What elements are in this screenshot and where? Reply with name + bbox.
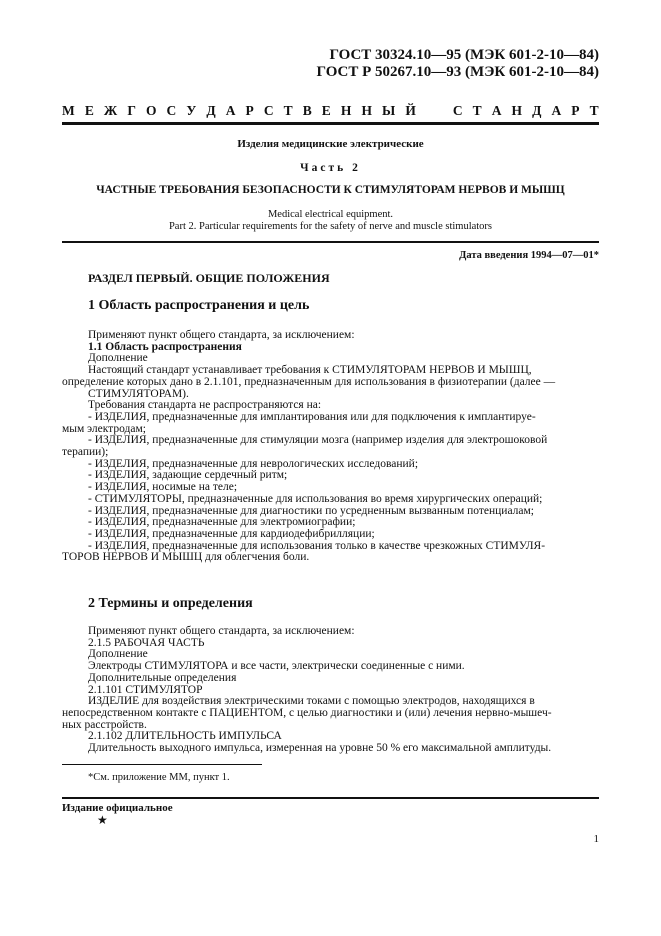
introduction-date: Дата введения 1994—07—01* [459, 250, 599, 261]
text-line: - ИЗДЕЛИЯ, предназначенные для кардиодефибрилляции; [88, 527, 375, 540]
bottom-rule [62, 797, 599, 799]
english-title-2: Part 2. Particular requirements for the safety of nerve and muscle stimulators [168, 221, 493, 232]
section-1-body [62, 329, 599, 564]
text-line: Дополнение [88, 648, 148, 661]
text-line: ных расстройств. [62, 718, 147, 731]
text-line: Дополнение [88, 352, 148, 365]
text-line: - ИЗДЕЛИЯ, носимые на теле; [88, 481, 238, 494]
banner-letter: М [62, 103, 75, 118]
section-2-heading: 2 Термины и определения [88, 596, 253, 611]
text-line: 1.1 Область распространения [88, 340, 242, 353]
text-line: - ИЗДЕЛИЯ, предназначенные для имплантирования или для подключения к имплантируе- [88, 410, 536, 423]
banner-letter: С [166, 103, 177, 118]
text-line: непосредственном контакте с ПАЦИЕНТОМ, с целью диагностики и (или) лечения нервно-мышеч- [62, 706, 552, 719]
section-1-heading: 1 Область распространения и цель [88, 298, 310, 313]
text-line: ТОРОВ НЕРВОВ И МЫШЦ для облегчения боли. [62, 551, 310, 564]
banner-letter: Н [361, 103, 372, 118]
star-icon: ★ [97, 813, 108, 827]
text-line: Электроды СТИМУЛЯТОРА и все части, электрически соединенные с ними. [88, 660, 465, 673]
title-rule [62, 241, 599, 243]
banner-letter: С [452, 103, 463, 118]
text-line: СТИМУЛЯТОРАМ). [88, 387, 189, 400]
part-label: Часть 2 [300, 162, 361, 174]
standard-code-2: ГОСТ Р 50267.10—93 (МЭК 601-2-10—84) [316, 64, 599, 80]
banner-letter: Р [245, 103, 254, 118]
text-line: определение которых дано в 2.1.101, предназначенным для использования в физиотерапии (далее — [62, 375, 556, 388]
text-line: - ИЗДЕЛИЯ, предназначенные для диагностики по усредненным вызванным потенциалам; [88, 504, 534, 517]
text-line: - ИЗДЕЛИЯ, предназначенные для электромиографии; [88, 516, 356, 529]
banner-letter: Н [511, 103, 523, 118]
text-line: - ИЗДЕЛИЯ, задающие сердечный ритм; [88, 469, 288, 482]
banner-letter: Т [283, 103, 293, 118]
footnote: *См. приложение ММ, пункт 1. [88, 772, 230, 783]
text-line: ИЗДЕЛИЕ для воздействия электрическими токами с помощью электродов, находящихся в [88, 695, 535, 708]
banner-letter: Н [340, 103, 352, 118]
standard-code-1: ГОСТ 30324.10—95 (МЭК 601-2-10—84) [329, 47, 599, 63]
interstate-standard-banner [62, 103, 599, 119]
official-edition: Издание официальное [62, 802, 173, 814]
banner-letter: А [551, 103, 562, 118]
banner-letter: Т [472, 103, 482, 118]
banner-letter [426, 103, 429, 119]
section-title: РАЗДЕЛ ПЕРВЫЙ. ОБЩИЕ ПОЛОЖЕНИЯ [88, 271, 330, 285]
text-line: Длительность выходного импульса, измеренная на уровне 50 % его максимальной амплитуды. [88, 742, 552, 755]
banner-letter: Е [321, 103, 331, 118]
text-line: Настоящий стандарт устанавливает требования к СТИМУЛЯТОРАМ НЕРВОВ И МЫШЦ, [88, 364, 532, 377]
banner-letter: А [491, 103, 502, 118]
banner-letter: Е [84, 103, 94, 118]
section-2-body [62, 625, 599, 755]
banner-letter: Й [405, 103, 416, 118]
page-number: 1 [593, 833, 599, 845]
text-line: 2.1.101 СТИМУЛЯТОР [88, 683, 203, 696]
banner-letter: Д [206, 103, 216, 118]
text-line: Требования стандарта не распространяются на: [88, 399, 322, 412]
banner-letter: А [225, 103, 236, 118]
footnote-rule [62, 764, 262, 765]
english-title-1: Medical electrical equipment. [267, 209, 394, 220]
banner-letter [439, 103, 442, 119]
banner-letter: В [302, 103, 312, 118]
text-line: - ИЗДЕЛИЯ, предназначенные для стимуляции мозга (например изделия для электрошоковой [88, 434, 548, 447]
banner-letter: У [186, 103, 197, 118]
text-line: 2.1.5 РАБОЧАЯ ЧАСТЬ [88, 636, 205, 649]
text-line: терапии); [62, 446, 109, 459]
text-line: - ИЗДЕЛИЯ, предназначенные для неврологических исследований; [88, 457, 419, 470]
text-line: мым электродам; [62, 422, 146, 435]
banner-letter: О [145, 103, 157, 118]
banner-letter: Т [589, 103, 599, 118]
banner-letter: Р [571, 103, 580, 118]
text-line: Применяют пункт общего стандарта, за исключением: [88, 329, 355, 341]
text-line: - ИЗДЕЛИЯ, предназначенные для использования только в качестве чрезкожных СТИМУЛЯ- [88, 539, 546, 552]
banner-letter: С [263, 103, 274, 118]
text-line: - СТИМУЛЯТОРЫ, предназначенные для использования во время хирургических операций; [88, 492, 543, 505]
text-line: 2.1.102 ДЛИТЕЛЬНОСТЬ ИМПУЛЬСА [88, 730, 282, 743]
banner-letter: Г [127, 103, 136, 118]
product-title: Изделия медицинские электрические [237, 138, 424, 150]
top-rule [62, 122, 599, 125]
banner-letter: Ы [382, 103, 396, 118]
banner-letter: Ж [103, 103, 118, 118]
document-heading: ЧАСТНЫЕ ТРЕБОВАНИЯ БЕЗОПАСНОСТИ К СТИМУЛЯТОРАМ НЕРВОВ И МЫШЦ [96, 184, 565, 196]
text-line: Дополнительные определения [88, 671, 237, 684]
banner-letter: Д [532, 103, 542, 118]
text-line: Применяют пункт общего стандарта, за исключением: [88, 625, 355, 637]
